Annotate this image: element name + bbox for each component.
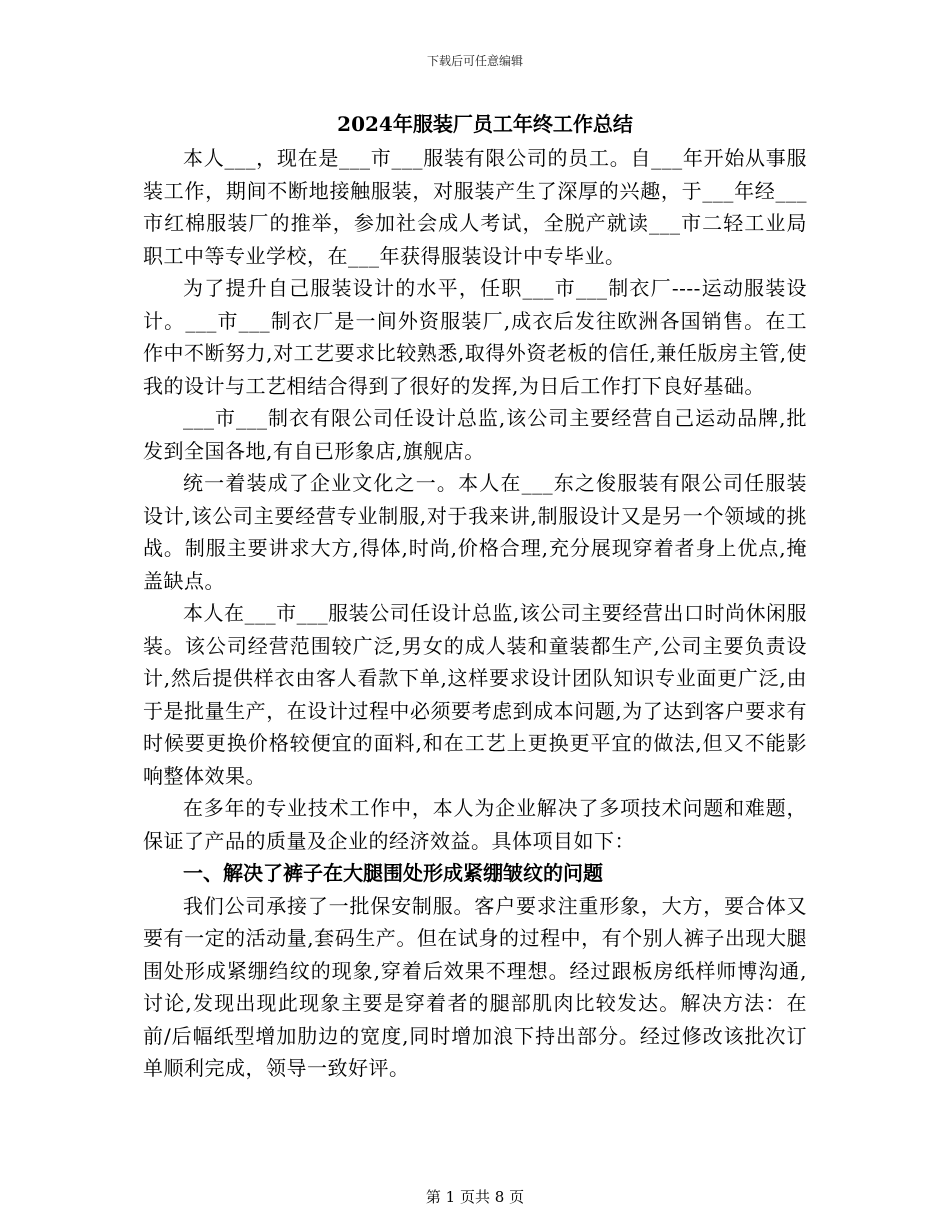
paragraph-export-casual: 本人在___市___服装公司任设计总监,该公司主要经营出口时尚休闲服装。该公司经营范围较广泛,男女的成人装和童装都生产,公司主要负责设计,然后提供样衣由客人看款下单,这样要求设计团队知识专业面更广泛,由于是批量生产，在设计过程中必须要考虑到成本问题,为了达到客户要求有时候要更换价格较便宜的面料,和在工艺上更换更平宜的做法,但又不能影响整体效果。 — [143, 601, 807, 788]
section-heading: 一、解决了裤子在大腿围处形成紧绷皱纹的问题 — [183, 861, 603, 885]
paragraph-uniform-design: 统一着装成了企业文化之一。本人在___东之俊服装有限公司任服装设计,该公司主要经营专业制服,对于我来讲,制服设计又是另一个领域的挑战。制服主要讲求大方,得体,时尚,价格合理,充分展现穿着者身上优点,掩盖缺点。 — [143, 471, 807, 593]
paragraph-technical-summary: 在多年的专业技术工作中，本人为企业解决了多项技术问题和难题，保证了产品的质量及企业的经济效益。具体项目如下： — [143, 796, 807, 853]
paragraph-intro: 本人___，现在是___市___服装有限公司的员工。自___年开始从事服装工作，期间不断地接触服装，对服装产生了深厚的兴趣，于___年经___市红棉服装厂的推举，参加社会成人考试，全脱产就读___市二轻工业局职工中等专业学校，在___年获得服装设计中专毕业。 — [143, 146, 807, 268]
page-header: 下载后可任意编辑 — [426, 54, 523, 68]
document-title: 2024年服装厂员工年终工作总结 — [337, 112, 633, 136]
page-footer: 第 1 页共 8 页 — [425, 1188, 525, 1206]
paragraph-career-sportswear: 为了提升自己服装设计的水平，任职___市___制衣厂----运动服装设计。___市___制衣厂是一间外资服装厂,成衣后发往欧洲各国销售。在工作中不断努力,对工艺要求比较熟悉,取得外资老板的信任,兼任版房主管,使我的设计与工艺相结合得到了很好的发挥,为日后工作打下良好基础。 — [143, 276, 807, 398]
document-body — [143, 106, 807, 1085]
paragraph-trouser-fix: 我们公司承接了一批保安制服。客户要求注重形象，大方，要合体又要有一定的活动量,套码生产。但在试身的过程中，有个别人裤子出现大腿围处形成紧绷绉纹的现象,穿着后效果不理想。经过跟板房纸样师博沟通,讨论,发现出现此现象主要是穿着者的腿部肌肉比较发达。解决方法：在前/后幅纸型增加肋边的宽度,同时增加浪下持出部分。经过修改该批次订单顺利完成，领导一致好评。 — [143, 893, 807, 1080]
paragraph-design-director: ___市___制衣有限公司任设计总监,该公司主要经营自己运动品牌,批发到全国各地,有自已形象店,旗舰店。 — [143, 406, 807, 463]
